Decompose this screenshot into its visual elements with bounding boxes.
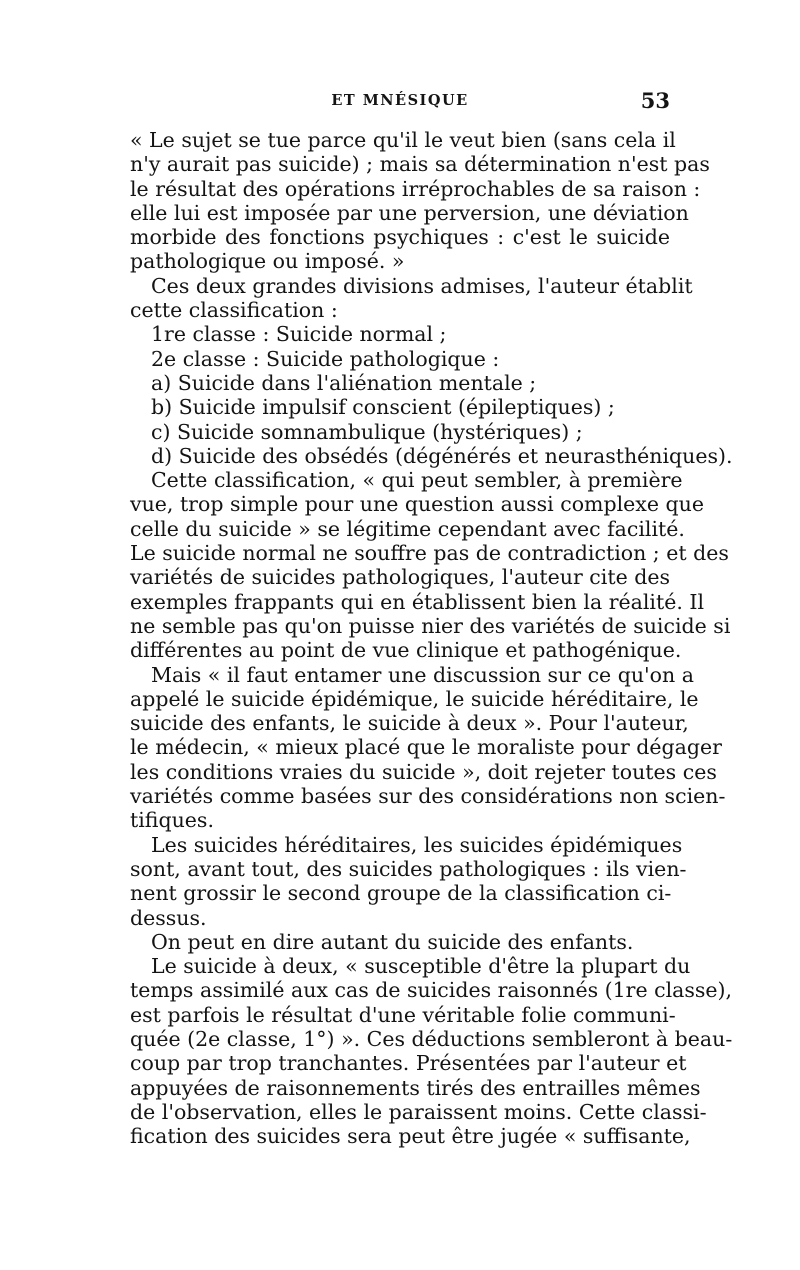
text-line: fication des suicides sera peut être jugée « suffisante, [130,1124,691,1149]
text-line: ne semble pas qu'on puisse nier des variétés de suicide si [130,613,731,638]
text-line: celle du suicide » se légitime cependant avec facilité. [130,516,685,541]
text-line: le médecin, « mieux placé que le moraliste pour dégager [130,735,722,760]
text-line: b) Suicide impulsif conscient (épileptiques) ; [151,395,615,420]
text-line: appuyées de raisonnements tirés des entrailles mêmes [130,1075,701,1100]
text-line: tifiques. [130,808,214,833]
text-line: variétés de suicides pathologiques, l'auteur cite des [130,565,670,590]
body-text [130,128,733,1149]
text-line: différentes au point de vue clinique et pathogénique. [130,638,682,663]
text-line: 2e classe : Suicide pathologique : [151,346,500,371]
text-line: Les suicides héréditaires, les suicides épidémiques [151,832,683,857]
running-header [130,88,670,116]
text-line: 1re classe : Suicide normal ; [151,322,447,347]
text-line: exemples frappants qui en établissent bien la réalité. Il [130,589,705,614]
text-line: d) Suicide des obsédés (dégénérés et neurasthéniques). [151,443,733,468]
text-line: Le suicide normal ne souffre pas de contradiction ; et des [130,541,729,566]
text-line: coup par trop tranchantes. Présentées par l'auteur et [130,1051,687,1076]
text-line: variétés comme basées sur des considérations non scien- [130,784,726,809]
text-line: cette classification : [130,298,338,323]
text-line: nent grossir le second groupe de la classification ci- [130,881,672,906]
text-line: elle lui est imposée par une perversion, une déviation [130,200,689,225]
text-line: le résultat des opérations irréprochables de sa raison : [130,176,701,201]
text-line: Cette classification, « qui peut sembler, à première [151,468,683,493]
text-line: temps assimilé aux cas de suicides raisonnés (1re classe), [130,978,733,1003]
text-line: sont, avant tout, des suicides pathologiques : ils vien- [130,856,687,881]
text-line: Ces deux grandes divisions admises, l'auteur établit [151,273,693,298]
text-line: c) Suicide somnambulique (hystériques) ; [151,419,583,444]
text-line: suicide des enfants, le suicide à deux ». Pour l'auteur, [130,711,689,736]
text-line: Mais « il faut entamer une discussion sur ce qu'on a [151,662,694,687]
text-line: On peut en dire autant du suicide des enfants. [151,929,634,954]
text-line: a) Suicide dans l'aliénation mentale ; [151,370,537,395]
text-line: n'y aurait pas suicide) ; mais sa détermination n'est pas [130,152,710,177]
text-line: appelé le suicide épidémique, le suicide héréditaire, le [130,686,699,711]
text-line: pathologique ou imposé. » [130,249,405,274]
text-line: Le suicide à deux, « susceptible d'être la plupart du [151,954,691,979]
text-line: morbide des fonctions psychiques : c'est le suicide [130,225,670,250]
page-number: 53 [640,88,670,113]
text-line: vue, trop simple pour une question aussi complexe que [130,492,704,517]
text-line: quée (2e classe, 1°) ». Ces déductions sembleront à beau- [130,1026,733,1051]
text-line: dessus. [130,905,207,930]
text-line: les conditions vraies du suicide », doit rejeter toutes ces [130,759,717,784]
text-line: « Le sujet se tue parce qu'il le veut bien (sans cela il [130,128,676,152]
text-line: de l'observation, elles le paraissent moins. Cette classi- [130,1099,707,1124]
text-line: est parfois le résultat d'une véritable folie communi- [130,1002,676,1027]
running-title: ET MNÉSIQUE [331,92,469,109]
